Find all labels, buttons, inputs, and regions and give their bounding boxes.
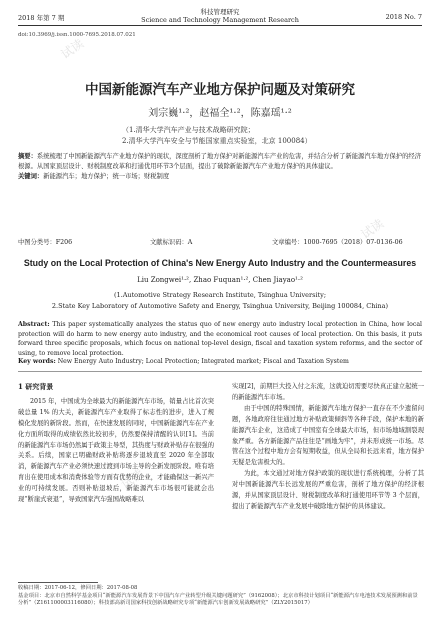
title-en: Study on the Local Protection of China's New Energy Auto Industry and the Countermeasures — [23, 258, 417, 268]
affiliations-cn — [122, 125, 312, 147]
affiliation-line: (1.Automotive Strategy Research Institute, Tsinghua University; — [113, 291, 327, 299]
keywords-cn — [18, 172, 422, 182]
section-divider — [18, 371, 422, 372]
abstract-cn-label: 摘要： — [18, 153, 37, 160]
journal-header — [18, 6, 422, 28]
keywords-cn-text: 新能源汽车；地方保护；统一市场；财税制度 — [43, 173, 170, 180]
clc-number: 中图分类号：F206 — [18, 239, 73, 246]
watermark: 试读 — [358, 216, 387, 242]
footnote-rule — [18, 582, 98, 583]
affiliation-line: 2.State Key Laboratory of Automotive Safety and Energy, Tsinghua University, Beijing 100084, China) — [51, 302, 389, 310]
body-column-right — [232, 382, 424, 513]
keywords-en-text: New Energy Auto Industry; Local Protection; Integrated market; Fiscal and Taxation System — [57, 358, 349, 365]
journal-title-en: Science and Technology Management Research — [141, 16, 299, 24]
affiliations-en — [0, 290, 440, 312]
keywords-en-label: Key words: — [18, 358, 56, 365]
document-code: 文献标识码：A — [150, 239, 193, 246]
keywords-en — [18, 358, 422, 365]
header-rule — [18, 25, 422, 26]
journal-title-cn: 科技管理研究 — [200, 8, 240, 16]
abstract-cn-text: 系统梳理了中国新能源汽车产业地方保护的现状，深度剖析了地方保护对新能源汽车产业的危害，并结合分析了新能源汽车地方保护的经济根源。从国家顶层设计、财税制度改革和打通优用环节3个层面，提出了破除新能源汽车产业地方保护的具体建议。 — [18, 153, 421, 170]
body-paragraph: 实现[2]，前期巨大投入付之东流，这就迫切需要尽快真正建立起统一的新能源汽车市场。 — [232, 383, 424, 401]
abstract-en-text: This paper systematically analyzes the status quo of new energy auto industry local protection in China, how local protection will do harm to new energy auto industry, and the economical root causes of local protection. On this basis, it puts forward three specific proposals, which focus on national top-level design, fiscal and taxation system reforms, and the sector of using, to remove local protection. — [18, 321, 422, 357]
abstract-en — [18, 320, 422, 358]
affiliation-line: 2.清华大学汽车安全与节能国家重点实验室，北京 100084） — [122, 137, 312, 145]
title-cn: 中国新能源汽车产业地方保护问题及对策研究 — [85, 82, 355, 98]
issue-number: 2018 No. 7 — [385, 13, 422, 21]
keywords-cn-label: 关键词： — [18, 173, 44, 180]
journal-title — [18, 8, 422, 24]
section-heading: 1 研究背景 — [18, 382, 54, 391]
watermark: 试读 — [58, 36, 87, 62]
authors-en: Liu Zongwei¹·², Zhao Fuquan¹·², Chen Jiayao¹·² — [137, 276, 303, 284]
body-paragraph: 2015 年，中国成为全球最大的新能源汽车市场，销量占比首次突破总量 1% 的大关，新能源汽车产业取得了标志性的进步，进入了规模化发展的新阶段。然而，在快速发展的同时，中国新能源汽车在产业化方面所取得的成绩依然比较初步，仍然要保持清醒的认识[1]。当前的新能源汽车市场仍然属于政策主导型，其热度与财政补贴存在很强的关系。后续，国家已明确财政补贴将逐步退坡直至 2020 年全部取消，新能源汽车产业必须快速过渡到市场主导的全新发展阶段。唯有培育出在使用成本和消费体验等方面有优势的企业，才能确保这一新兴产业的可持续发展。否则补贴退坡后，新能源汽车市场很可能就会出现“断崖式衰退”，导致国家汽车强国战略难以 — [18, 397, 214, 504]
abstract-cn — [18, 152, 422, 182]
body-paragraph: 为此，本文通过对地方保护政策的现状进行系统梳理，分析了其对中国新能源汽车长远发展的严重危害，剖析了地方保护的经济根源，并从国家顶层设计、财税制度改革和打通使用环节等 3 个层面，提出了新能源汽车产业发展中破除地方保护的具体建议。 — [232, 470, 424, 510]
issue-label: 2018 年第 7 期 — [18, 14, 65, 22]
body-paragraph: 由于中国的特殊国情，新能源汽车地方保护一直存在不少遗留问题，各地政府往往通过地方补贴政策倾斜等各种手段，保护本地的新能源汽车企业，这造成了中国室有全球最大市场，但市场地域割裂现象严重。各方新能源产品往往是“画地为牢”，并未形成统一市场。尽管在这个过程中地方会有短期收益，但从全局和长远来看，地方保护无疑是危害极大的。 — [232, 404, 424, 467]
article-number: 文章编号：1000-7695（2018）07-0136-06 — [272, 239, 403, 246]
doi: doi:10.3969/j.issn.1000-7695.2018.07.021 — [18, 32, 136, 38]
affiliation-line: （1.清华大学汽车产业与技术战略研究院； — [122, 126, 255, 134]
watermark: 试读 — [118, 466, 147, 492]
footnote: 收稿日期：2017-06-12，修回日期：2017-08-08 基金项目：北京市自然科学基金项目“新能源汽车发展背景下中国汽车产业转型升级关键问题研究”（9162008）；北京市科技计划项目“新能源汽车电池技术发展预测和前景分析”（Z161100003116080）；科技部高新司国家科技创新战略研究专项“新能源汽车创新发展战略研究”（ZLY2015017） — [18, 585, 418, 607]
abstract-en-label: Abstract: — [18, 321, 50, 328]
authors-cn: 刘宗巍¹·²，赵福全¹·²，陈嘉瑶¹·² — [148, 108, 292, 119]
body-column-left — [18, 382, 214, 506]
